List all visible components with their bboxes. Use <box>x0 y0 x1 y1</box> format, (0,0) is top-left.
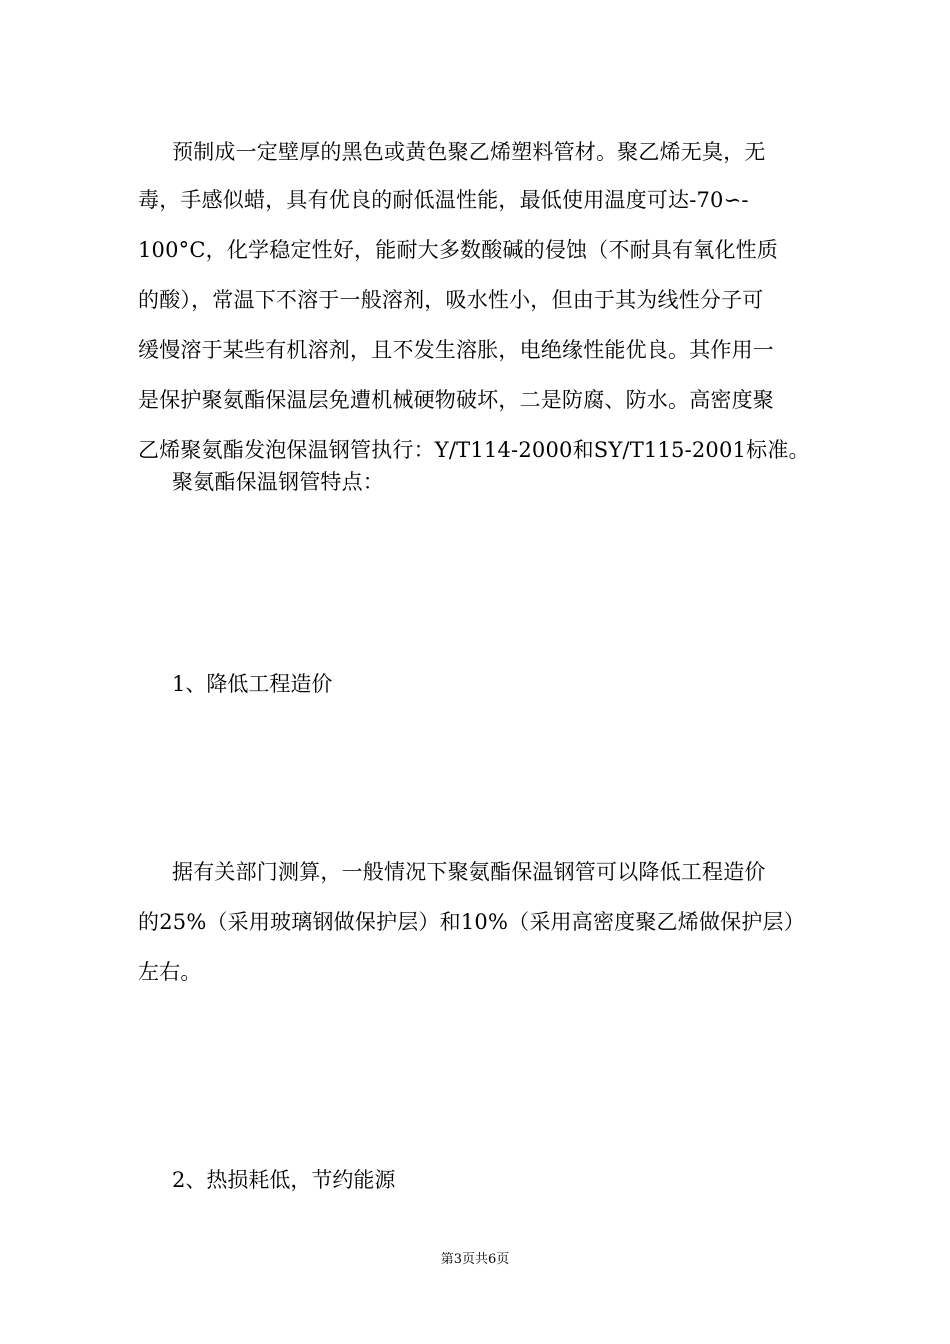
paragraph1-line-3: 100°C，化学稳定性好，能耐大多数酸碱的侵蚀（不耐具有氧化性质 <box>138 238 779 262</box>
paragraph1-line-7: 乙烯聚氨酯发泡保温钢管执行：Y/T114-2000和SY/T115-2001标准。 <box>138 438 810 462</box>
paragraph1-line-2: 毒，手感似蜡，具有优良的耐低温性能，最低使用温度可达-70∽- <box>138 188 749 212</box>
paragraph1-line-5: 缓慢溶于某些有机溶剂，且不发生溶胀，电绝缘性能优良。其作用一 <box>138 338 774 362</box>
paragraph2-line-3: 左右。 <box>138 960 202 984</box>
page-number-footer: 第3页共6页 <box>440 1252 510 1267</box>
paragraph1-line-1: 预制成一定壁厚的黑色或黄色聚乙烯塑料管材。聚乙烯无臭，无 <box>172 140 766 164</box>
section-heading-2: 2、热损耗低，节约能源 <box>172 1168 396 1192</box>
paragraph2-line-2: 的25%（采用玻璃钢做保护层）和10%（采用高密度聚乙烯做保护层） <box>138 910 805 934</box>
section-heading-1: 1、降低工程造价 <box>172 672 333 696</box>
paragraph1-line-6: 是保护聚氨酯保温层免遭机械硬物破坏，二是防腐、防水。高密度聚 <box>138 388 774 412</box>
features-intro: 聚氨酯保温钢管特点： <box>172 470 384 494</box>
paragraph2-line-1: 据有关部门测算，一般情况下聚氨酯保温钢管可以降低工程造价 <box>172 860 766 884</box>
paragraph1-line-4: 的酸），常温下不溶于一般溶剂，吸水性小，但由于其为线性分子可 <box>138 288 764 312</box>
